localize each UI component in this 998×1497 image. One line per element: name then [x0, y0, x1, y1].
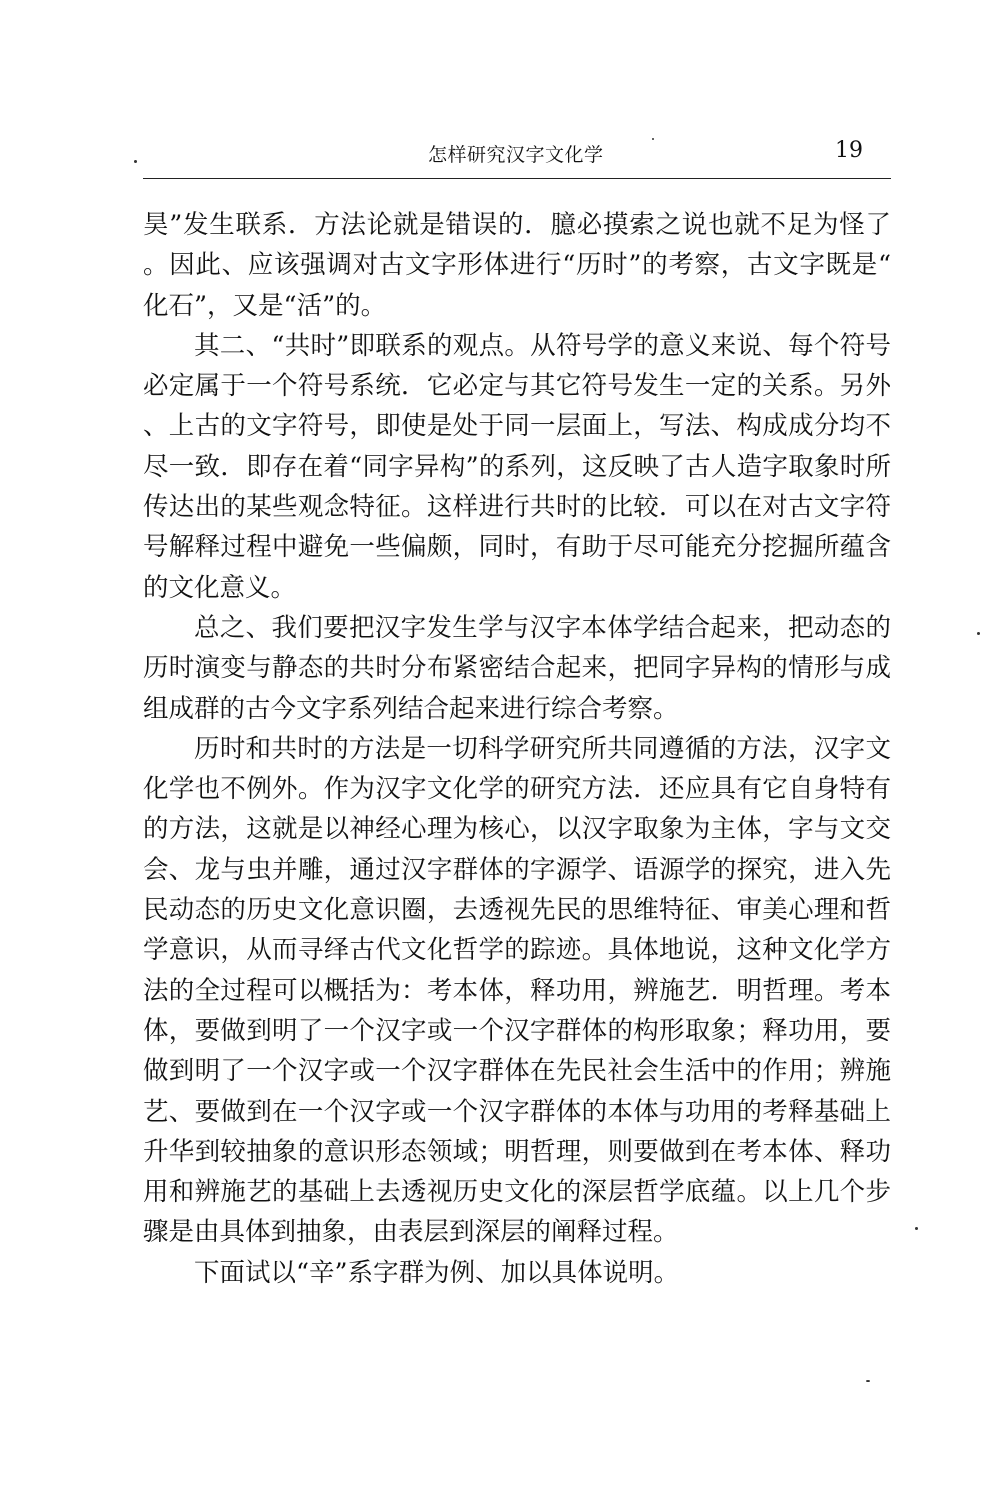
running-header — [143, 138, 891, 178]
scan-speck — [134, 160, 137, 163]
scan-speck — [977, 632, 980, 635]
paragraph-synchronic: 其二、“共时”即联系的观点。从符号学的意义来说、每个符号必定属于一个符号系统．它必定与其它符号发生一定的关系。另外、上古的文字符号，即使是处于同一层面上，写法、构成成分均不尽一致．即存在着“同字异构”的系列，这反映了古人造字取象时所传达出的某些观念特征。这样进行共时的比较．可以在对古文字符号解释过程中避免一些偏颇，同时，有助于尽可能充分挖掘所蕴含的文化意义。 — [143, 330, 891, 603]
paragraph-method: 历时和共时的方法是一切科学研究所共同遵循的方法，汉字文化学也不例外。作为汉字文化学的研究方法．还应具有它自身特有的方法，这就是以神经心理为核心，以汉字取象为主体，字与文交会、龙与虫并雕，通过汉字群体的字源学、语源学的探究，进入先民动态的历史文化意识圈，去透视先民的思维特征、审美心理和哲学意识，从而寻绎古代文化哲学的踪迹。具体地说，这种文化学方法的全过程可以概括为：考本体，释功用，辨施艺．明哲理。考本体，要做到明了一个汉字或一个汉字群体的构形取象；释功用，要做到明了一个汉字或一个汉字群体在先民社会生活中的作用；辨施艺、要做到在一个汉字或一个汉字群体的本体与功用的考释基础上升华到较抽象的意识形态领域；明哲理，则要做到在考本体、释功用和辨施艺的基础上去透视历史文化的深层哲学底蕴。以上几个步骤是由具体到抽象，由表层到深层的阐释过程。 — [143, 733, 891, 1248]
header-rule — [143, 178, 891, 179]
scan-speck — [866, 1380, 870, 1382]
scan-speck — [915, 1227, 918, 1230]
paragraph-continued: 昊”发生联系．方法论就是错误的．臆必摸索之说也就不足为怪了。因此、应该强调对古文字形体进行“历时”的考察，古文字既是“化石”，又是“活”的。 — [143, 210, 891, 321]
scan-speck — [652, 138, 654, 140]
paragraph-summary: 总之、我们要把汉字发生学与汉字本体学结合起来，把动态的历时演变与静态的共时分布紧密结合起来，把同字异构的情形与成组成群的古今文字系列结合起来进行综合考察。 — [143, 612, 891, 724]
header-title: 怎样研究汉字文化学 — [428, 144, 604, 166]
paragraph-example-intro: 下面试以“辛”系字群为例、加以具体说明。 — [194, 1257, 680, 1288]
page-number: 19 — [835, 138, 863, 163]
body-text — [143, 205, 891, 1293]
